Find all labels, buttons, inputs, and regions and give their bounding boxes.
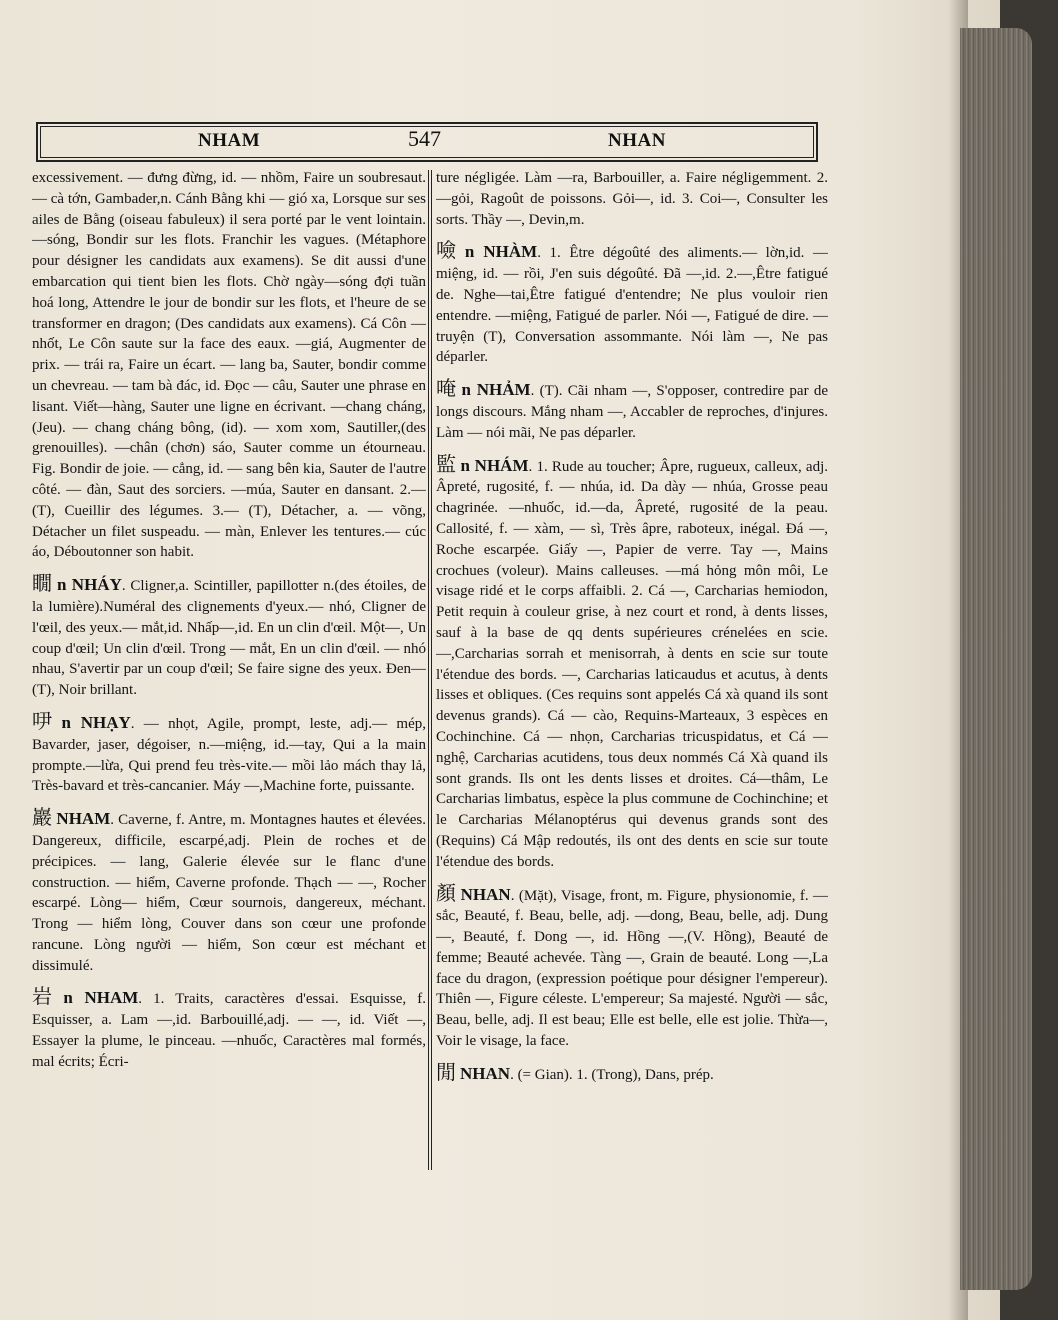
headword: n NHAM [63,988,139,1008]
running-header [36,122,818,162]
entry-nhan-2 [436,1059,828,1086]
entry-text: . (Mặt), Visage, front, m. Figure, physionomie, f. — sắc, Beauté, f. Beau, belle, adj. —dong, Beau, belle, adj. Dung—, Beauté, f. Dong —, id. Hồng —,(V. Hồng), Beauté de femme; Beauté achevée. Tàng —, Grain de beauté. Long —,La face du dragon, (expression poétique pour désigner l'empereur). Thiên —, Figure céleste. L'empereur; Sa majesté. Người — sắc, Beau, belle, adj. Il est beau; Elle est belle, elle est jolie. Thừa—, Voir le visage, la face. [436,887,828,1050]
entry-text: . — nhọt, Agile, prompt, leste, adj.— mép, Bavarder, jaser, dégoiser, n.—miệng, id.—tay, Qui a la main prompte.—lừa, Qui prend feu très-vite.— mồi lảo mách thay lả, Très-bavard et très-cancanier. Máy —,Machine forte, puissante. [32,715,426,795]
entry-nhay-2 [32,708,426,797]
left-column [32,168,426,1174]
entry-text: . 1. Traits, caractères d'essai. Esquisse, f. Esquisser, a. Lam —,id. Barbouillé,adj. — —, id. Viết —, Essayer la plume, le pinceau. —nhuốc, Caractères mal formés, mal écrits; Écri- [32,991,426,1070]
chinese-character: 巖 [32,805,53,830]
header-right-word: NHAN [608,130,666,151]
headword: n NHẢM [461,380,531,400]
entry-nham-1 [32,807,426,976]
entry-text: . Cligner,a. Scintiller, papillotter n.(des étoiles, de la lumière).Numéral des clignements d'yeux.— nhó, Cligner de l'œil, des yeux.— mắt,id. Nhấp—,id. En un clin d'œil. Một—, Un coup d'œil; Un clin d'œil. Trong — mắt, En un clin d'œil. — nhó nhau, S'avertir par un coup d'œil; Se faire signe des yeux. Đen— (T), Noir brillant. [32,578,426,699]
entry-text: excessivement. — đưng đừng, id. — nhồm, Faire un soubresaut.— cà tớn, Gambader,n. Cánh Bằng khi — gió xa, Lorsque sur ses ailes de Bằng (oiseau fabuleux) il sera porté par le vent lointain. —sóng, Bondir sur les flots. Franchir les vagues. (Métaphore pour désigner les candidats aux examens). Se dit aussi d'une embarcation qui tient bien les flots. Chờ ngày—sóng đợi tuần hoá long, Attendre le jour de bondir sur les flots, et l'heure de se transformer en dragon; (Des candidats aux examens). Cá Côn — nhốt, Le Côn saute sur la face des eaux. —giá, Augmenter de prix. — trái ra, Faire un écart. — lang ba, Sauter, bondir comme un chevreau. — tam bà đác, id. Đọc — câu, Sauter une phrase en lisant. Viết—hàng, Sauter une ligne en écrivant. —chang cháng, (Jeu). — chang cháng bông, (id). — xom xom, Sautiller,(des grenouilles). —chân (chơn) sáo, Sauter comme un étourneau. Fig. Bondir de joie. — cẳng, id. — sang bên kia, Sauter de l'autre côté. — đàn, Saut des sorciers. —múa, Sauter en dansant. 2.— (T), Cueillir des légumes. 3.— (T), Détacher, a. — võng, Détacher un filet suspeadu. — màn, Enlever les tentures.— cúc áo, Déboutonner son habit. [32,170,426,561]
entry-text: . Caverne, f. Antre, m. Montagnes hautes et élevées. Dangereux, difficile, escarpé,adj. Plein de roches et de précipices. — lang, Galerie élevée sur le flanc d'une construction. — hiểm, Caverne profonde. Thạch — —, Rocher escarpé. Lòng— hiểm, Cœur sournois, dangereux, méchant. Trong — hiểm lòng, Couver dans son cœur une profonde rancune. Lòng người — hiểm, Son cœur est méchant et dissimulé. [32,812,426,974]
headword: NHAN [460,1063,511,1083]
column-divider [428,170,432,1170]
chinese-character: 閒 [436,1059,456,1084]
chinese-character: 岩 [32,984,60,1009]
headword: n NHÁM [460,455,529,475]
entry-text: . (= Gian). 1. (Trong), Dans, prép. [510,1066,714,1083]
entry-nhan-1 [436,880,828,1052]
header-left-word: NHAM [198,130,261,151]
headword: NHAM [56,809,111,829]
headword: n NHÀM [464,242,538,262]
headword: n NHẠY [61,712,131,732]
chinese-character: 唵 [436,376,458,401]
headword: NHAN [460,884,511,904]
entry-text: . (T). Cãi nham —, S'opposer, contredire par de longs discours. Mắng nham —, Accabler de reproches, d'injures. Làm — nói mãi, Ne pas déparler. [436,383,828,441]
book-page-edges [960,28,1032,1290]
page-number: 547 [408,126,441,151]
headword: n NHÁY [57,575,122,595]
chinese-character: 監 [436,451,457,476]
entry-text: . 1. Rude au toucher; Âpre, rugueux, calleux, adj. Âpreté, rugosité, f. — nhúa, id. Da dày — nhúa, Grosse peau chagrinée. —nhuốc, id.—da, Âpreté, rugosité de la peau. Callosité, f. — xàm, — sì, Très âpre, raboteux, inégal. Đá —, Roche escarpée. Giấy —, Papier de verre. Tay —, Mains crochues (voleur). Mains calleuses. —má hỏng môn môi, Le visage ridé et le corps affaibli. 2. Cá —, Carcharias hemiodon, Petit requin à couleur grise, à nez court et rond, à dents lisses, sauf à la base de qq dents supérieures crénelées en scie. —,Carcharias sorrah et menisorrah, à dents en scie sur toute l'étendue des bords. —, Carcharias laticaudus et acutus, à dents lisses et obliques. (Ces requins sont appelés Cá xà quand ils sont devenus grands). Cá — cào, Requins-Marteaux, 3 espèces en Cochinchine. Cá — nhọn, Carcharias tricuspidatus, et Cá — nghệ, Carcharias acutidens, tous deux nommés Cá Xà quand ils sont grands. Ils ont les dents lisses et droites. Cá—thâm, Le Carcharias limbatus, espèce la plus commune de Cochinchine; et le Carcharias Mélanoptérus qui devenus grands sont des (Requins) Cá Mập redoutés, ils ont des dents en scie sur toute l'étendue des bords. [436,458,828,870]
right-column [436,168,828,1174]
entry-text: ture négligée. Làm —ra, Barbouiller, a. Faire négligemment. 2. —gỏi, Ragoût de poissons. Gỏi—, id. 3. Coi—, Consulter les sorts. Thầy —, Devin,m. [436,170,828,228]
entry-continuation [436,168,828,230]
entry-nham-4 [436,378,828,443]
chinese-character: 吚 [32,708,58,733]
entry-nham-2 [32,986,426,1072]
chinese-character: 顏 [436,880,457,905]
chinese-character: 瞯 [32,571,54,596]
entry-continuation [32,168,426,563]
chinese-character: 噞 [436,238,461,263]
entry-nham-5 [436,451,828,873]
entry-nhay-1 [32,573,426,701]
entry-nham-3 [436,240,828,368]
entry-text: . 1. Être dégoûté des aliments.— lờn,id. — miệng, id. — rồi, J'en suis dégoûté. Đã —,id. 2.—,Être fatigué de. Nghe—tai,Être fatigué d'entendre; Ne plus vouloir rien entendre. —miệng, Fatigué de parler. Nói —, Fatigué de dire. — truyện (T), Conversation assommante. Nói làm —, Ne pas déparler. [436,245,828,366]
